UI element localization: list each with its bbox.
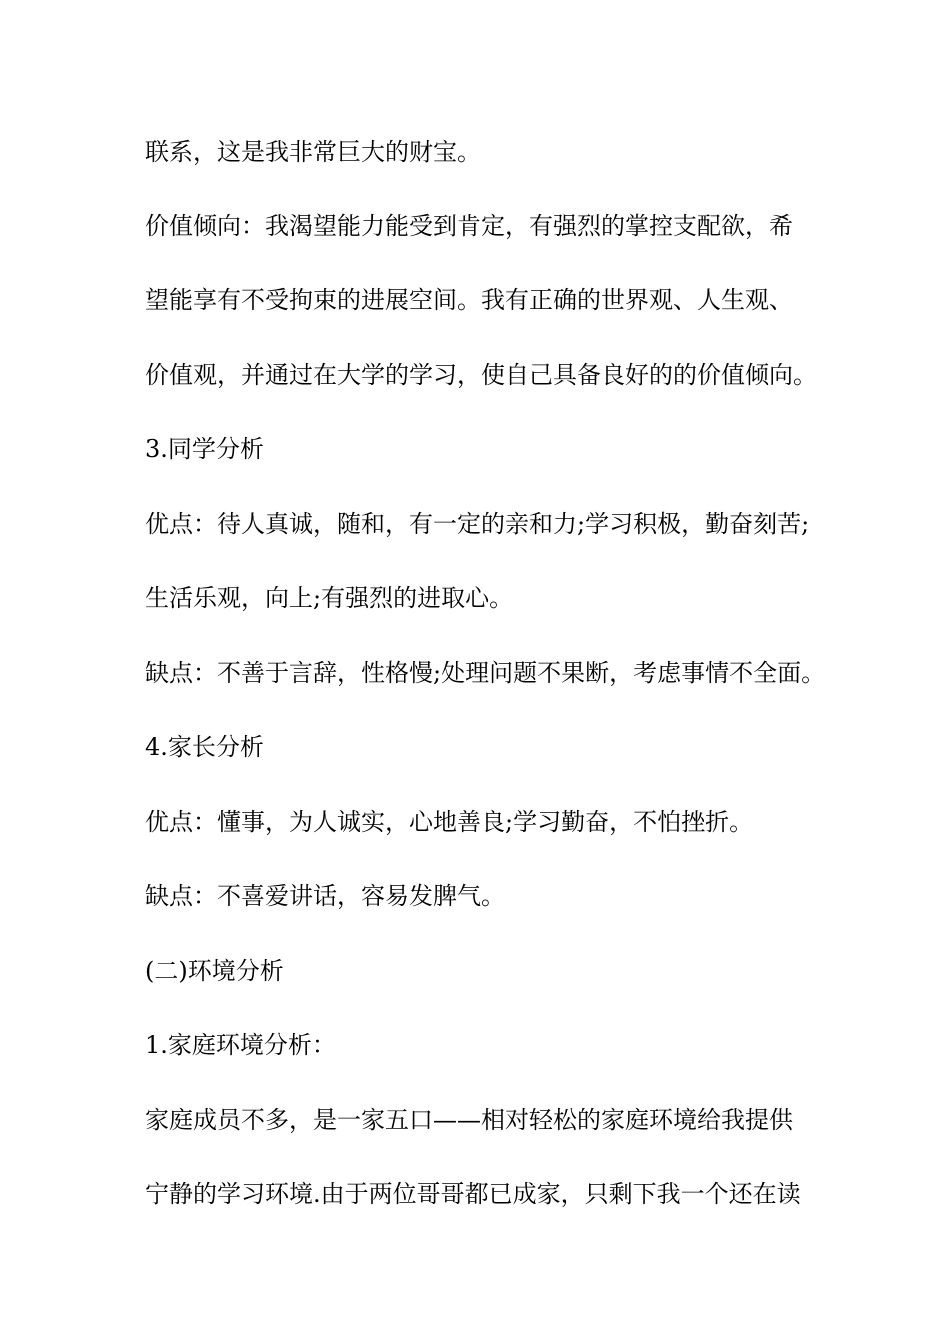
paragraph-line: 望能享有不受拘束的进展空间。我有正确的世界观、人生观、 <box>145 286 793 314</box>
paragraph-line: 家庭成员不多，是一家五口——相对轻松的家庭环境给我提供 <box>145 1106 793 1134</box>
paragraph-line: 价值倾向：我渴望能力能受到肯定，有强烈的掌控支配欲，希 <box>145 212 793 240</box>
section-heading: (二)环境分析 <box>145 957 284 985</box>
paragraph-line: 生活乐观，向上;有强烈的进取心。 <box>145 584 514 612</box>
paragraph-line: 优点：懂事，为人诚实，心地善良;学习勤奋，不怕挫折。 <box>145 808 754 836</box>
paragraph-line: 优点：待人真诚，随和，有一定的亲和力;学习积极，勤奋刻苦; <box>145 510 810 538</box>
paragraph-line: 价值观，并通过在大学的学习，使自己具备良好的的价值倾向。 <box>145 361 817 389</box>
paragraph-line: 缺点：不喜爱讲话，容易发脾气。 <box>145 882 505 910</box>
subsection-heading: 1.家庭环境分析： <box>145 1031 336 1059</box>
section-heading: 4.家长分析 <box>145 733 264 761</box>
paragraph-line: 宁静的学习环境.由于两位哥哥都已成家，只剩下我一个还在读 <box>145 1180 801 1208</box>
paragraph-line: 联系，这是我非常巨大的财宝。 <box>145 138 481 166</box>
paragraph-line: 缺点：不善于言辞，性格慢;处理问题不果断，考虑事情不全面。 <box>145 659 826 687</box>
section-heading: 3.同学分析 <box>145 435 264 463</box>
